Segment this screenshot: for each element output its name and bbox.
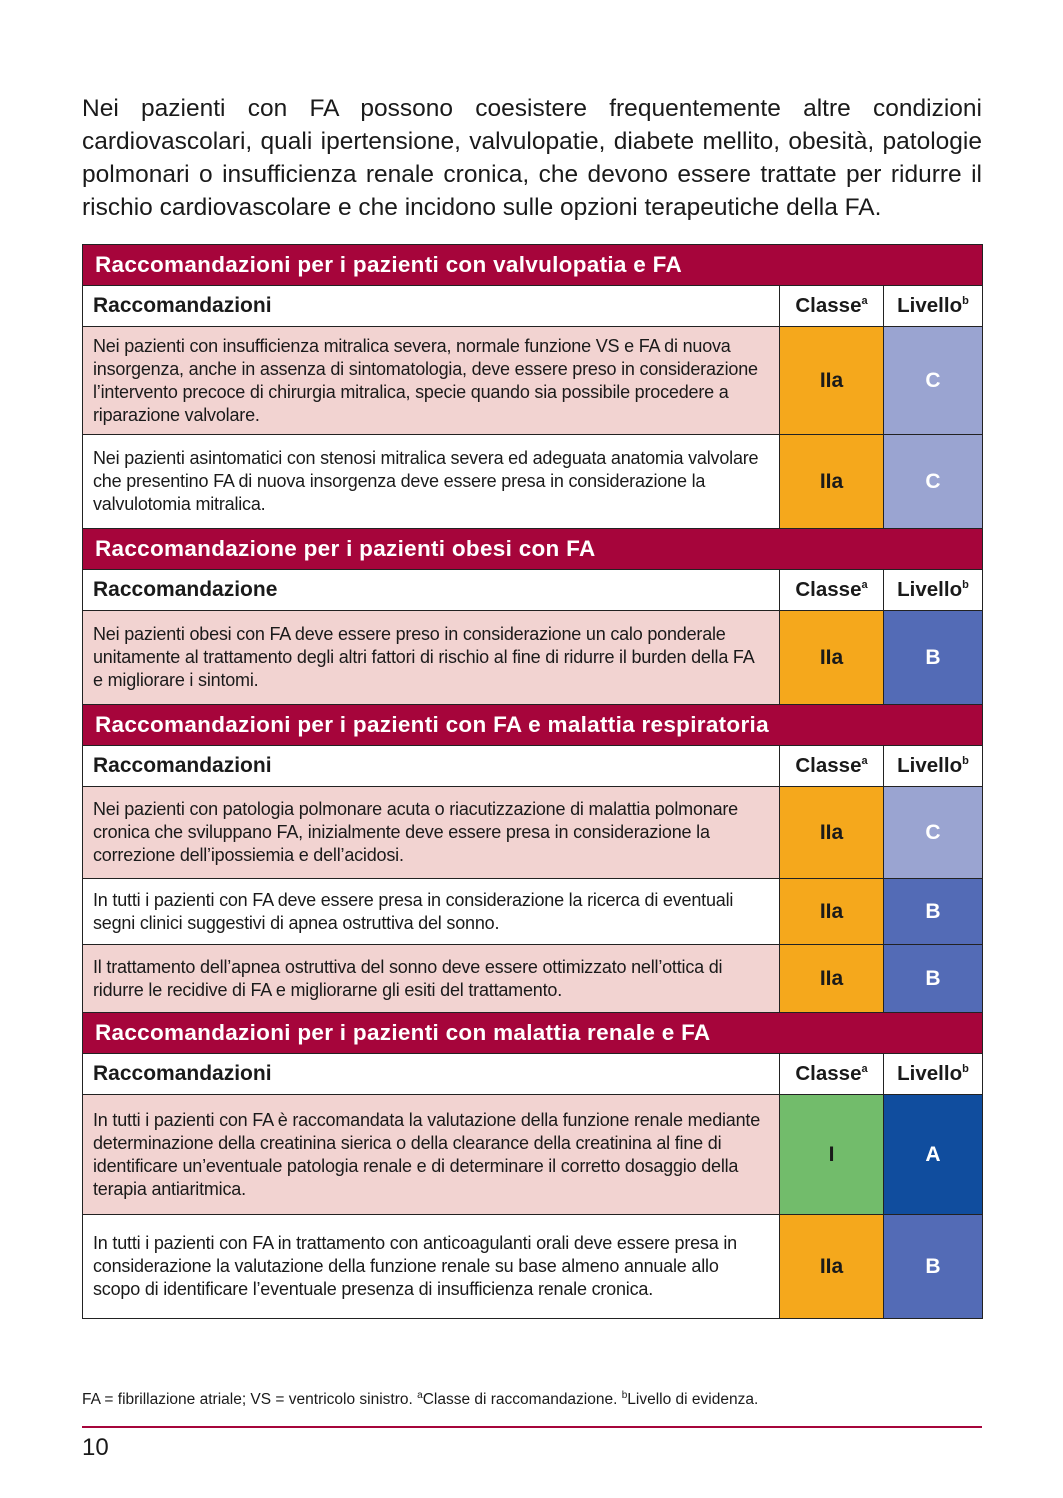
level-badge: A	[884, 1095, 983, 1215]
section-title: Raccomandazioni per i pazienti con FA e malattia respiratoria	[83, 705, 983, 746]
class-badge: IIa	[780, 435, 884, 529]
table-row	[83, 327, 983, 435]
column-header-recommendation: Raccomandazioni	[83, 286, 780, 327]
footnote-level: Livello di evidenza.	[627, 1391, 759, 1409]
level-badge: B	[884, 879, 983, 945]
table-row	[83, 611, 983, 705]
column-header-class: Classe$^a$	[780, 286, 884, 327]
column-header-row	[83, 746, 983, 787]
intro-paragraph: Nei pazienti con FA possono coesistere frequentemente altre condizioni cardiovascolari, quali ipertensione, valvulopatie, diabete mellito, obesità, patologie polmonari o insufficienza renale cronica, che devono essere trattate per ridurre il rischio cardiovascolare e che incidono sulle opzioni terapeutiche della FA.	[82, 95, 982, 221]
column-header-recommendation: Raccomandazione	[83, 570, 780, 611]
recommendation-text: Il trattamento dell’apnea ostruttiva del sonno deve essere ottimizzato nell’ottica di ridurre le recidive di FA e migliorarne gli esiti del trattamento.	[83, 945, 780, 1013]
section-title: Raccomandazione per i pazienti obesi con FA	[83, 529, 983, 570]
section-title: Raccomandazioni per i pazienti con valvulopatia e FA	[83, 245, 983, 286]
recommendation-text: Nei pazienti obesi con FA deve essere preso in considerazione un calo ponderale unitamente al trattamento degli altri fattori di rischio al fine di ridurre il burden della FA e migliorare i sintomi.	[83, 611, 780, 705]
level-badge: C	[884, 435, 983, 529]
recommendation-text: Nei pazienti asintomatici con stenosi mitralica severa ed adeguata anatomia valvolare che presentino FA di nuova insorgenza deve essere presa in considerazione la valvulotomia mitralica.	[83, 435, 780, 529]
level-badge: C	[884, 787, 983, 879]
column-header-level: Livello$^b$	[884, 570, 983, 611]
table-row	[83, 1215, 983, 1319]
table-row	[83, 945, 983, 1013]
table-footnote	[82, 1390, 758, 1409]
level-badge: B	[884, 611, 983, 705]
level-badge: B	[884, 945, 983, 1013]
footer-divider	[82, 1426, 982, 1428]
class-badge: IIa	[780, 945, 884, 1013]
footnote-mark-a: a	[417, 1390, 423, 1401]
recommendation-text: Nei pazienti con patologia polmonare acuta o riacutizzazione di malattia polmonare cronica che sviluppano FA, inizialmente deve essere presa in considerazione la correzione dell’ipossiemia e dell’acidosi.	[83, 787, 780, 879]
table-row	[83, 787, 983, 879]
level-badge: C	[884, 327, 983, 435]
column-header-row	[83, 570, 983, 611]
section-title: Raccomandazioni per i pazienti con malattia renale e FA	[83, 1013, 983, 1054]
column-header-recommendation: Raccomandazioni	[83, 1054, 780, 1095]
footnote-class: Classe di raccomandazione.	[422, 1391, 618, 1409]
column-header-level: Livello$^b$	[884, 286, 983, 327]
class-badge: I	[780, 1095, 884, 1215]
level-badge: B	[884, 1215, 983, 1319]
recommendation-text: In tutti i pazienti con FA è raccomandata la valutazione della funzione renale mediante determinazione della creatinina sierica o della clearance della creatinina al fine di identificare un’eventuale patologia renale e di determinare il corretto dosaggio della terapia antiaritmica.	[83, 1095, 780, 1215]
recommendations-table	[82, 244, 983, 1319]
column-header-class: Classe$^a$	[780, 1054, 884, 1095]
column-header-row	[83, 286, 983, 327]
section-header	[83, 705, 983, 746]
class-badge: IIa	[780, 611, 884, 705]
class-badge: IIa	[780, 879, 884, 945]
table-row	[83, 435, 983, 529]
class-badge: IIa	[780, 1215, 884, 1319]
page-number: 10	[82, 1434, 109, 1461]
column-header-level: Livello$^b$	[884, 746, 983, 787]
column-header-recommendation: Raccomandazioni	[83, 746, 780, 787]
footnote-mark-b: b	[621, 1390, 628, 1401]
footnote-abbreviations: FA = fibrillazione atriale; VS = ventricolo sinistro.	[82, 1391, 413, 1409]
recommendation-text: Nei pazienti con insufficienza mitralica severa, normale funzione VS e FA di nuova insorgenza, anche in assenza di sintomatologia, deve essere preso in considerazione l’intervento precoce di chirurgia mitralica, specie quando sia possibile procedere a riparazione valvolare.	[83, 327, 780, 435]
column-header-class: Classe$^a$	[780, 570, 884, 611]
column-header-level: Livello$^b$	[884, 1054, 983, 1095]
recommendation-text: In tutti i pazienti con FA deve essere presa in considerazione la ricerca di eventuali segni clinici suggestivi di apnea ostruttiva del sonno.	[83, 879, 780, 945]
table-row	[83, 879, 983, 945]
column-header-row	[83, 1054, 983, 1095]
column-header-class: Classe$^a$	[780, 746, 884, 787]
section-header	[83, 1013, 983, 1054]
section-header	[83, 529, 983, 570]
class-badge: IIa	[780, 327, 884, 435]
table-row	[83, 1095, 983, 1215]
section-header	[83, 245, 983, 286]
recommendation-text: In tutti i pazienti con FA in trattamento con anticoagulanti orali deve essere presa in considerazione la valutazione della funzione renale su base almeno annuale allo scopo di identificare l’eventuale presenza di insufficienza renale cronica.	[83, 1215, 780, 1319]
class-badge: IIa	[780, 787, 884, 879]
